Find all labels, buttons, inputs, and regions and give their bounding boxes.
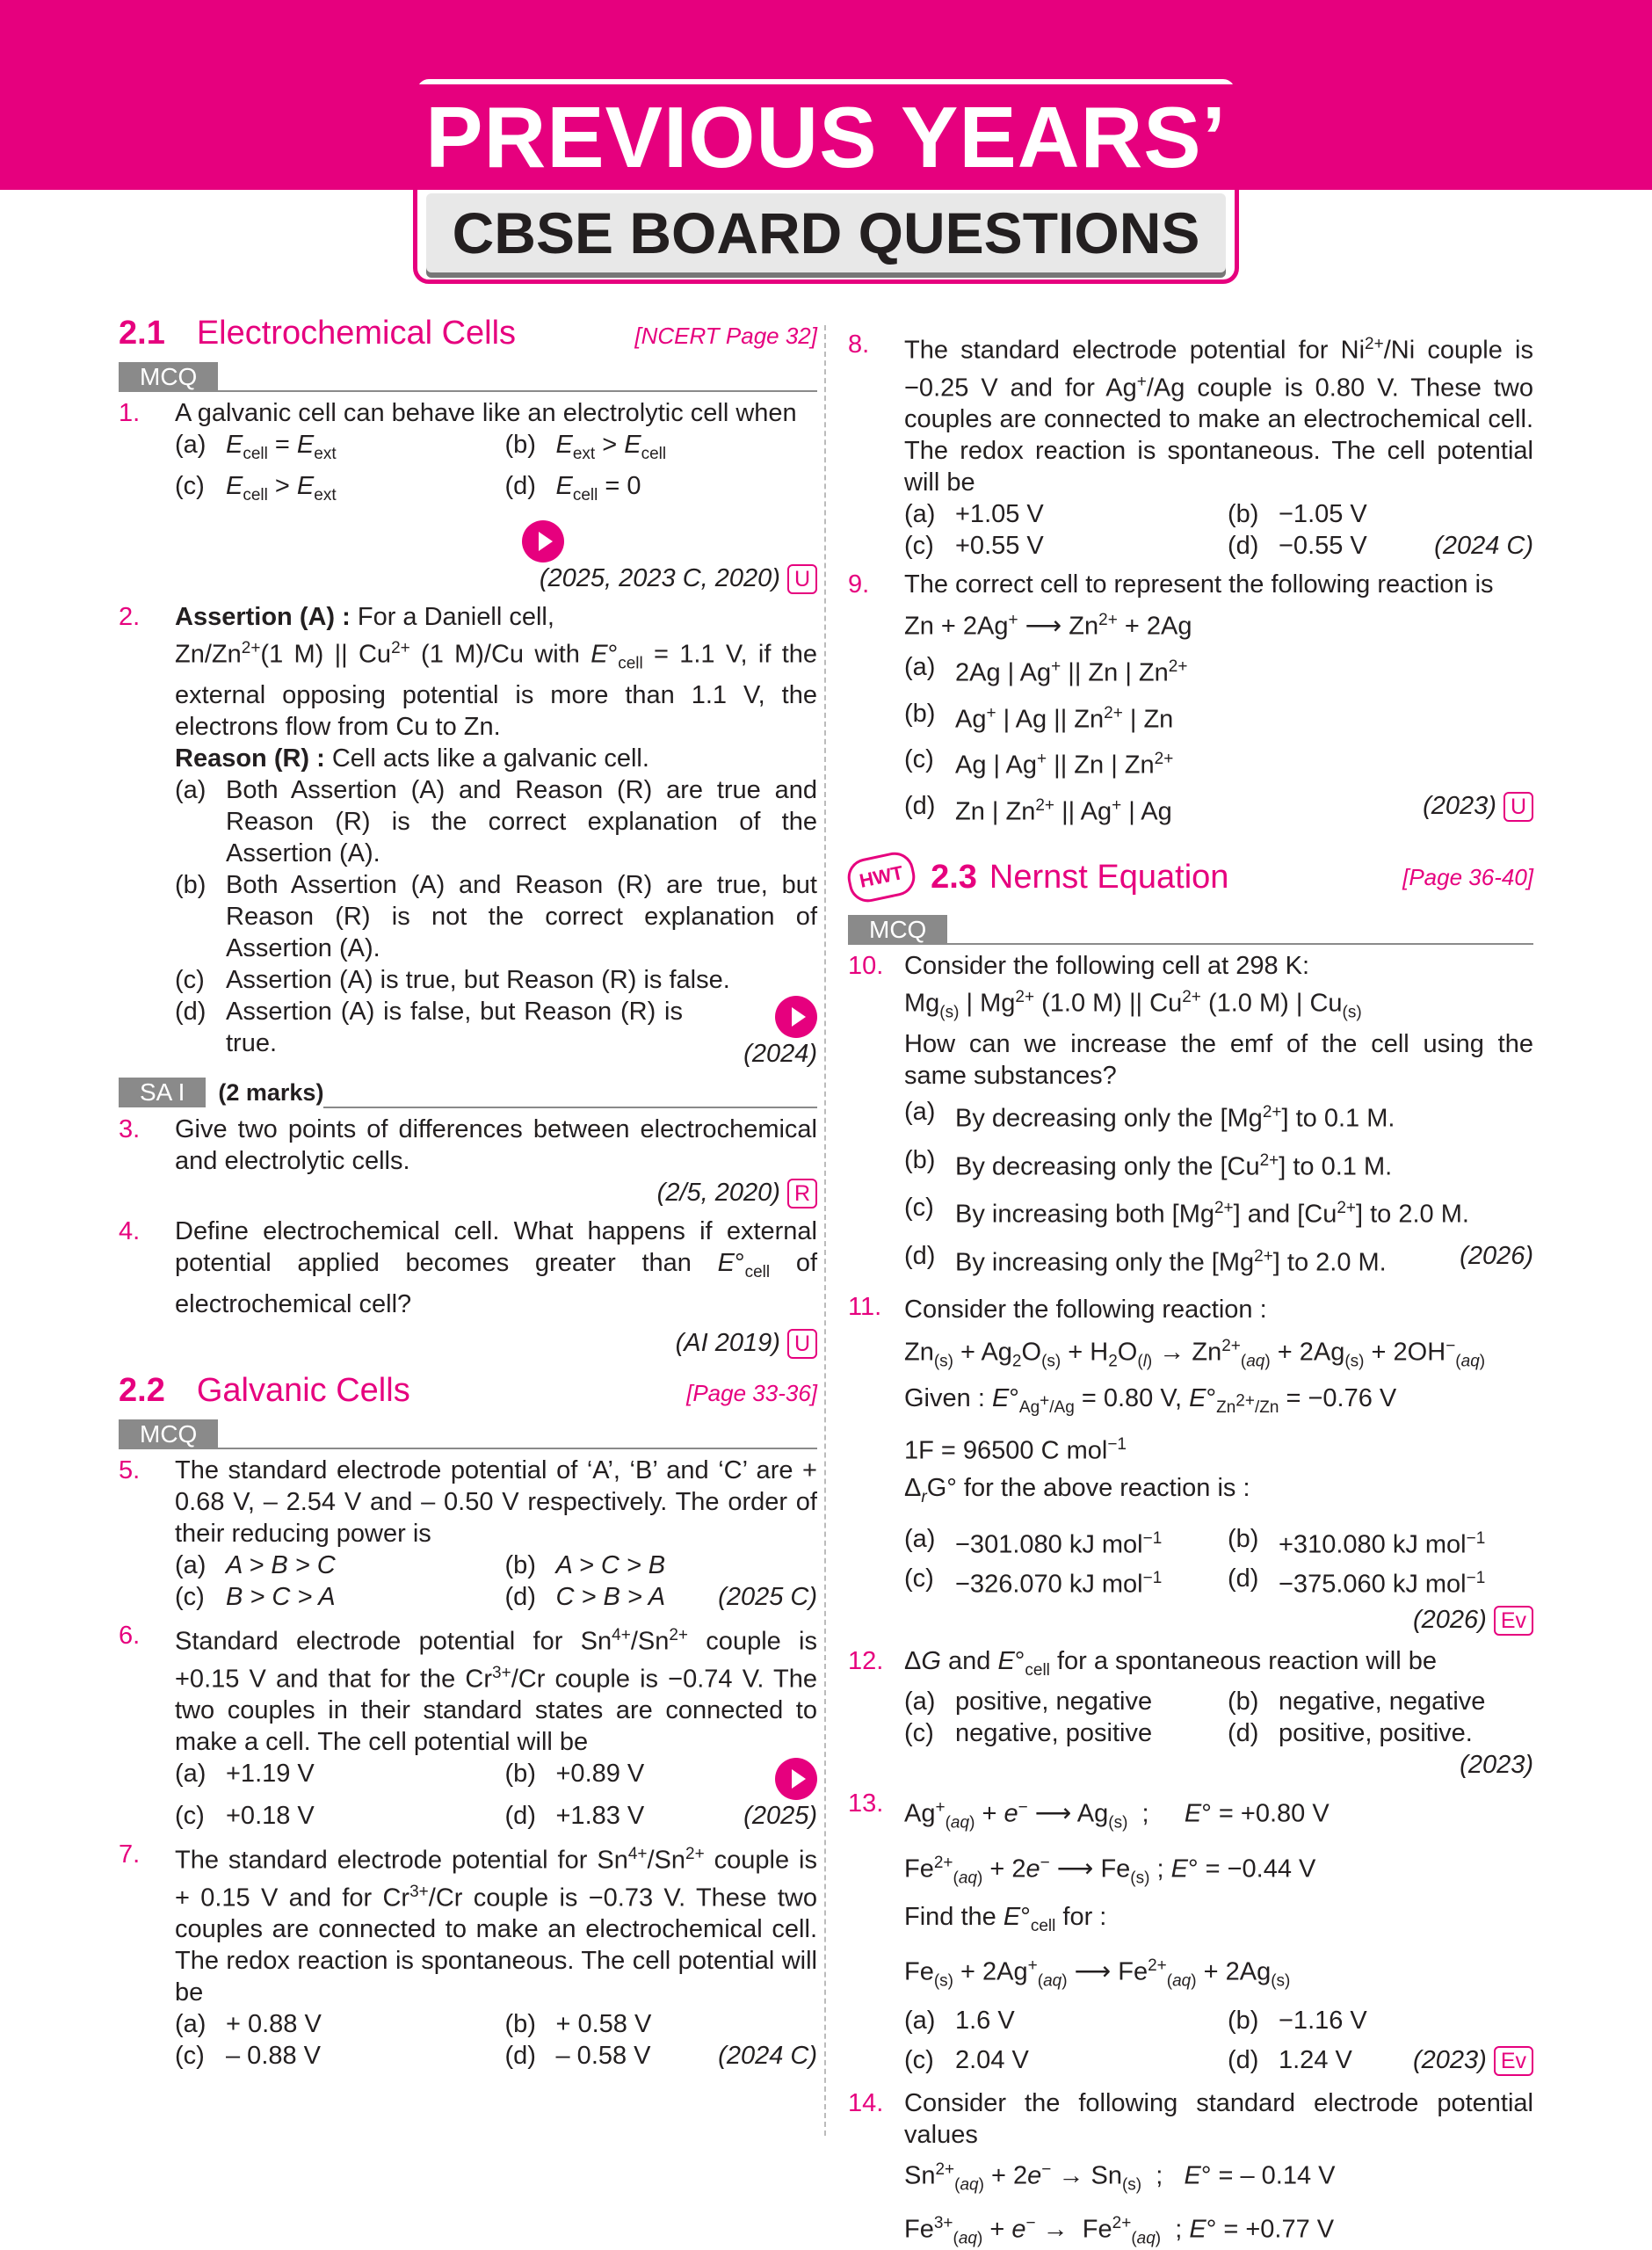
option-c: 2.04 V bbox=[955, 2045, 1029, 2074]
question-source: (2024 C) bbox=[1434, 532, 1533, 561]
reaction-equation: $Zn_{(s)} + Ag_2O_{(s)} + H_2O_{(l)} \to Zn^{2+}_{(aq)} + 2Ag_{(s)} + 2OH^-_{(aq)}$ bbox=[904, 1336, 1486, 1371]
question-prompt: $\Delta_rG^\circ$ for the above reaction is : bbox=[904, 1473, 1250, 1506]
option-c: +0.18 V bbox=[226, 1802, 315, 1831]
half-reaction-2: $Fe^{3+}_{(aq)} + e^- \to Fe^{2+}_{(aq)}$ ; E° = +0.77 V bbox=[904, 2214, 1335, 2248]
question-source: (2024) bbox=[743, 1040, 817, 1069]
reason-text: Cell acts like a galvanic cell. bbox=[331, 744, 649, 773]
faraday-constant: 1F = 96500 C mol$^{-1}$ bbox=[904, 1434, 1127, 1465]
question-number: 12. bbox=[848, 1646, 884, 1675]
option-a: $E_{cell} = E_{ext}$ bbox=[226, 431, 337, 463]
option-b: +0.89 V bbox=[555, 1760, 645, 1789]
assertion-text: For a Daniell cell, bbox=[357, 602, 554, 631]
reaction-equation: Zn + 2Ag+ ⟶ $Zn^{2+} + 2Ag$ bbox=[904, 611, 1192, 641]
question-text: The standard electrode potential for $Sn^{4+}/Sn^{2+}$ couple is + 0.15 V and for $Cr^{3+}/Cr$ couple is −0.73 V. These two couples are connected to make an electrochemical cell. The redox reaction is spontaneous. The cell potential will be bbox=[175, 1845, 817, 2007]
question-source: (2026) Ev bbox=[904, 1601, 1533, 1638]
question-number: 3. bbox=[119, 1115, 141, 1144]
question-number: 9. bbox=[848, 570, 870, 599]
option-d: Assertion (A) is false, but Reason (R) is true. bbox=[226, 998, 683, 1058]
video-icon[interactable] bbox=[775, 996, 817, 1038]
option-a: +1.19 V bbox=[226, 1760, 315, 1789]
option-d: $E_{cell} = 0$ bbox=[555, 471, 641, 504]
tag-label: MCQ bbox=[119, 362, 218, 392]
assertion-label: Assertion (A) : bbox=[175, 602, 351, 631]
option-label: (d) bbox=[504, 471, 536, 500]
option-a: −301.080 kJ mol$^{-1}$ bbox=[955, 1529, 1163, 1560]
mcq-tag bbox=[119, 362, 817, 392]
option-a: By decreasing only the $[Mg^{2+}]$ to 0.1 M. bbox=[955, 1103, 1395, 1133]
question-number: 10. bbox=[848, 951, 884, 980]
hwt-icon: HWT bbox=[844, 848, 919, 905]
section-number: 2.2 bbox=[119, 1371, 165, 1409]
option-b: −1.05 V bbox=[1279, 500, 1367, 529]
question-text: Consider the following reaction : bbox=[904, 1295, 1267, 1324]
question-source: (2026) bbox=[1460, 1242, 1533, 1271]
question-number: 11. bbox=[848, 1292, 882, 1321]
question-source: (2023) U bbox=[1172, 786, 1533, 832]
marks-label: (2 marks) bbox=[218, 1079, 324, 1107]
question-13: 13. $Ag^+_{(aq)} + e^-$ ⟶ $Ag_{(s)}$ ; E° = +0.80 V $Fe^{2+}_{(aq)} + 2e^-$ ⟶ $Fe_{(s)}$ ; E° = −0.44 V Find the $E^\circ_{cell}$ for : $Fe_{(s)} + 2Ag^+_{(aq)}$ ⟶ $Fe^{2+}_{(aq)} + 2Ag_{(s)}$ (a) 1.6 V (b) −1.16 V (c) 2.04 V (d) 1.24 V (2023) Ev bbox=[848, 1788, 1533, 2079]
question-text: A galvanic cell can behave like an electrolytic cell when bbox=[175, 399, 797, 427]
section-number: 2.1 bbox=[119, 315, 165, 352]
half-reaction-1: $Sn^{2+}_{(aq)} + 2e^- \to Sn_{(s)}$ ; E° = – 0.14 V bbox=[904, 2159, 1336, 2195]
option-a: A > B > C bbox=[226, 1550, 336, 1579]
section-2-1-heading bbox=[119, 317, 817, 352]
option-a: +1.05 V bbox=[955, 500, 1044, 529]
question-number: 2. bbox=[119, 602, 141, 631]
question-number: 7. bbox=[119, 1840, 141, 1869]
question-number: 5. bbox=[119, 1455, 141, 1484]
option-b: Both Assertion (A) and Reason (R) are true, but Reason (R) is not the correct explanation of Assertion (A). bbox=[226, 871, 817, 963]
option-c: B > C > A bbox=[226, 1582, 336, 1611]
question-6: 6. Standard electrode potential for $Sn^{4+}/Sn^{2+}$ couple is +0.15 V and that for the $Cr^{3+}/Cr$ couple is −0.74 V. The two couples in their standard states are connected to make a cell. The cell potential will be (a) +1.19 V (b) +0.89 V (c) +0.18 V (d) +1.83 V (2025) bbox=[119, 1621, 818, 1831]
option-c: – 0.88 V bbox=[226, 2042, 322, 2071]
option-b: By decreasing only the $[Cu^{2+}]$ to 0.1 M. bbox=[955, 1150, 1393, 1181]
level-badge: U bbox=[1503, 792, 1533, 822]
option-d: +1.83 V bbox=[555, 1802, 645, 1831]
option-c: negative, positive bbox=[955, 1719, 1153, 1748]
option-b: negative, negative bbox=[1279, 1688, 1486, 1717]
page-title: PREVIOUS YEARS’ bbox=[417, 84, 1235, 190]
section-reference: [NCERT Page 32] bbox=[634, 323, 817, 349]
question-number: 6. bbox=[119, 1621, 141, 1650]
section-title: Galvanic Cells bbox=[196, 1371, 410, 1409]
option-label: (b) bbox=[504, 431, 536, 459]
given-values: Given : $E^\circ_{Ag^+/Ag} = 0.80$ V, $E^\circ_{Zn^{2+}/Zn} = -0.76$ V bbox=[904, 1384, 1397, 1417]
question-text: Find the $E^\circ_{cell}$ for : bbox=[904, 1903, 1107, 1936]
question-number: 13. bbox=[848, 1789, 884, 1818]
question-text: Consider the following cell at 298 K: bbox=[904, 951, 1310, 980]
half-reaction-1: $Ag^+_{(aq)} + e^-$ ⟶ $Ag_{(s)}$ ; E° = +0.80 V bbox=[904, 1798, 1330, 1833]
option-c: +0.55 V bbox=[955, 532, 1044, 561]
section-title: Nernst Equation bbox=[989, 858, 1229, 896]
section-reference: [Page 36-40] bbox=[1402, 863, 1533, 890]
question-11: 11. Consider the following reaction : $Zn_{(s)} + Ag_2O_{(s)} + H_2O_{(l)} \to Zn^{2+}_{(aq)} + 2Ag_{(s)} + 2OH^-_{(aq)}$ Given : $E^\circ_{Ag^+/Ag} = 0.80$ V, $E^\circ_{Zn^{2+}/Zn} = -0.76$ V 1F = 96500 C mol$^{-1}$ $\Delta_rG^\circ$ for the above reaction is : (a) −301.080 kJ mol$^{-1}$ (b) +310.080 kJ mol$^{-1}$ (c) −326.070 kJ mol$^{-1}$ (d) −375.060 kJ mol$^{-1}$ (2026) Ev bbox=[848, 1291, 1533, 1638]
question-14 bbox=[848, 2087, 1533, 2250]
section-number: 2.3 bbox=[931, 858, 977, 896]
tag-label: MCQ bbox=[119, 1419, 218, 1449]
level-badge: U bbox=[787, 564, 817, 594]
question-source: (2025) bbox=[743, 1802, 817, 1831]
question-text: ΔG and $E^\circ_{cell}$ for a spontaneous reaction will be bbox=[904, 1646, 1438, 1680]
option-b: Ag+ | Ag || $Zn^{2+}$ | Zn bbox=[955, 703, 1174, 734]
option-b: −1.16 V bbox=[1279, 2006, 1367, 2035]
section-title: Electrochemical Cells bbox=[196, 315, 517, 352]
half-reaction-2: $Fe^{2+}_{(aq)} + 2e^-$ ⟶ $Fe_{(s)}$ ; E° = −0.44 V bbox=[904, 1853, 1316, 1888]
option-d: By increasing only the $[Mg^{2+}]$ to 2.0 M. bbox=[955, 1247, 1387, 1277]
mcq-tag bbox=[848, 915, 1533, 945]
cell-notation: $Mg_{(s)}$ | $Mg^{2+}$ (1.0 M) || $Cu^{2+}$ (1.0 M) | $Cu_{(s)}$ bbox=[904, 987, 1362, 1022]
left-column bbox=[119, 312, 817, 2079]
question-9: 9. The correct cell to represent the following reaction is Zn + 2Ag+ ⟶ $Zn^{2+} + 2Ag$ (a) 2Ag | Ag+ || Zn | $Zn^{2+}$ (b) Ag+ | Ag || $Zn^{2+}$ | Zn (c) Ag | Ag+ || Zn | $Zn^{2+}$ (d) Zn | $Zn^{2+}$ || Ag+ | Ag (2023) U bbox=[848, 569, 1533, 831]
mcq-tag bbox=[119, 1419, 817, 1449]
option-b: +310.080 kJ mol$^{-1}$ bbox=[1279, 1529, 1486, 1560]
question-12: 12. ΔG and $E^\circ_{cell}$ for a spontaneous reaction will be (a) positive, negative (b) negative, negative (c) negative, positive (d) positive, positive. (2023) bbox=[848, 1646, 1533, 1780]
option-d: 1.24 V bbox=[1279, 2045, 1352, 2074]
question-source: (2025, 2023 C, 2020) U bbox=[175, 562, 817, 594]
column-divider bbox=[824, 325, 826, 2136]
title-box bbox=[413, 75, 1239, 284]
question-number: 14. bbox=[848, 2088, 884, 2117]
option-a: positive, negative bbox=[955, 1688, 1153, 1717]
question-10: 10. Consider the following cell at 298 K: $Mg_{(s)}$ | $Mg^{2+}$ (1.0 M) || $Cu^{2+}$ (1.0 M) | $Cu_{(s)}$ How can we increase the emf of the cell using the same substances? (a) By decreasing only the $[Mg^{2+}]$ to 0.1 M. (b) By decreasing only the $[Cu^{2+}]$ to 0.1 M. (c) By increasing both $[Mg^{2+}]$ and $[Cu^{2+}]$ to 2.0 M. (d) By increasing only the $[Mg^{2+}]$ to 2.0 M. (2026) bbox=[848, 950, 1533, 1284]
question-text: The correct cell to represent the following reaction is bbox=[904, 570, 1494, 599]
tag-label: MCQ bbox=[848, 915, 947, 945]
question-text: The standard electrode potential of ‘A’, ‘B’ and ‘C’ are + 0.68 V, – 2.54 V and – 0.50 V respectively. The order of their reducing power is bbox=[175, 1455, 817, 1548]
assertion-cell: $Zn/Zn^{2+}(1$ M) || $Cu^{2+}$ (1 M)/Cu with $E^\circ_{cell} = 1.1$ V, if the external opposing potential is more than 1.1 V, the electrons flow from Cu to Zn. bbox=[175, 638, 818, 742]
section-2-3-heading bbox=[848, 855, 1533, 899]
option-d: −375.060 kJ mol$^{-1}$ bbox=[1279, 1569, 1486, 1599]
question-number: 4. bbox=[119, 1217, 141, 1246]
question-source: (2023) Ev bbox=[1352, 2041, 1533, 2080]
option-d: Zn | $Zn^{2+}$ || Ag+ | Ag bbox=[955, 795, 1172, 826]
question-5: 5. The standard electrode potential of ‘A’, ‘B’ and ‘C’ are + 0.68 V, – 2.54 V and – 0.50 V respectively. The order of their reducing power is (a) A > B > C (b) A > C > B (c) B > C > A (d) C > B > A (2025 C) bbox=[119, 1455, 817, 1611]
option-a: + 0.88 V bbox=[226, 2010, 322, 2039]
option-b: A > C > B bbox=[555, 1550, 666, 1579]
question-8: 8. The standard electrode potential for $Ni^{2+}/Ni$ couple is −0.25 V and for Ag+/Ag couple is 0.80 V. These two couples are connected to make an electrochemical cell. The redox reaction is spontaneous. The cell potential will be (a) +1.05 V (b) −1.05 V (c) +0.55 V (d) −0.55 V (2024 C) bbox=[848, 330, 1533, 561]
option-b: + 0.58 V bbox=[555, 2010, 652, 2039]
option-c: −326.070 kJ mol$^{-1}$ bbox=[955, 1569, 1163, 1599]
question-7: 7. The standard electrode potential for $Sn^{4+}/Sn^{2+}$ couple is + 0.15 V and for $Cr^{3+}/Cr$ couple is −0.73 V. These two couples are connected to make an electrochemical cell. The redox reaction is spontaneous. The cell potential will be (a) + 0.88 V (b) + 0.58 V (c) – 0.88 V (d) – 0.58 V (2024 C) bbox=[119, 1840, 817, 2071]
question-source: (AI 2019) U bbox=[175, 1327, 817, 1359]
reaction-equation: $Fe_{(s)} + 2Ag^+_{(aq)}$ ⟶ $Fe^{2+}_{(aq)} + 2Ag_{(s)}$ bbox=[904, 1956, 1291, 1991]
level-badge: U bbox=[787, 1329, 817, 1359]
option-b: $E_{ext} > E_{cell}$ bbox=[555, 431, 667, 463]
level-badge: Ev bbox=[1494, 2046, 1533, 2076]
option-d: C > B > A bbox=[555, 1582, 666, 1611]
video-icon[interactable] bbox=[775, 1758, 817, 1800]
level-badge: Ev bbox=[1494, 1606, 1533, 1636]
question-text: Define electrochemical cell. What happens if external potential applied becomes greater than $E^\circ_{cell}$ of electrochemical cell? bbox=[175, 1217, 818, 1318]
option-label: (a) bbox=[175, 431, 206, 459]
option-c: By increasing both $[Mg^{2+}]$ and $[Cu^{2+}]$ to 2.0 M. bbox=[955, 1199, 1469, 1230]
video-icon[interactable] bbox=[522, 520, 564, 562]
option-c: Ag | Ag+ || Zn | $Zn^{2+}$ bbox=[955, 750, 1174, 780]
question-text: Standard electrode potential for $Sn^{4+}/Sn^{2+}$ couple is +0.15 V and that for the $Cr^{3+}/Cr$ couple is −0.74 V. The two couples in their standard states are connected to make a cell. The cell potential will be bbox=[175, 1625, 818, 1757]
question-source: (2023) bbox=[1460, 1751, 1533, 1780]
option-d: – 0.58 V bbox=[555, 2042, 651, 2071]
question-3 bbox=[119, 1114, 817, 1208]
reason-label: Reason (R) : bbox=[175, 744, 325, 773]
sa1-tag bbox=[119, 1077, 817, 1108]
right-column bbox=[848, 325, 1533, 2250]
option-a: 1.6 V bbox=[955, 2006, 1015, 2035]
question-number: 8. bbox=[848, 330, 870, 359]
question-source: (2/5, 2020) R bbox=[175, 1177, 817, 1208]
level-badge: R bbox=[787, 1179, 817, 1208]
question-4 bbox=[119, 1216, 817, 1359]
question-text: How can we increase the emf of the cell using the same substances? bbox=[904, 1030, 1533, 1091]
page-subtitle: CBSE BOARD QUESTIONS bbox=[426, 193, 1226, 272]
option-d: −0.55 V bbox=[1279, 532, 1367, 561]
option-c: $E_{cell} > E_{ext}$ bbox=[226, 471, 337, 504]
question-2: 2. Assertion (A) : For a Daniell cell, $Zn/Zn^{2+}(1$ M) || $Cu^{2+}$ (1 M)/Cu with $E^\circ_{cell} = 1.1$ V, if the external opposing potential is more than 1.1 V, the electrons flow from Cu to Zn. Reason (R) : Cell acts like a galvanic cell. (a) Both Assertion (A) and Reason (R) are true and Reason (R) is the correct explanation of the Assertion (A). (b) Both Assertion (A) and Reason (R) are true, but Reason (R) is not the correct explanation of Assertion (A). (c) Assertion (A) is true, but Reason (R) is false. (d) Assertion (A) is false, but Reason (R) is true. (2024) bbox=[119, 602, 818, 1069]
section-reference: [Page 33-36] bbox=[686, 1379, 817, 1406]
option-d: positive, positive. bbox=[1279, 1719, 1473, 1748]
section-2-2-heading bbox=[119, 1371, 817, 1409]
option-label: (c) bbox=[175, 471, 205, 500]
option-c: Assertion (A) is true, but Reason (R) is false. bbox=[226, 966, 730, 995]
question-text: Consider the following standard electrode potential values bbox=[904, 2088, 1533, 2149]
option-a: Both Assertion (A) and Reason (R) are true and Reason (R) is the correct explanation of the Assertion (A). bbox=[226, 776, 817, 868]
question-1 bbox=[119, 397, 817, 594]
question-source: (2025 C) bbox=[718, 1582, 817, 1611]
tag-label: SA I bbox=[119, 1078, 206, 1107]
question-text: Give two points of differences between electrochemical and electrolytic cells. bbox=[175, 1115, 817, 1176]
question-number: 1. bbox=[119, 399, 141, 427]
question-source: (2024 C) bbox=[718, 2042, 817, 2071]
question-text: The standard electrode potential for $Ni^{2+}/Ni$ couple is −0.25 V and for Ag+/Ag couple is 0.80 V. These two couples are connected to make an electrochemical cell. The redox reaction is spontaneous. The cell potential will be bbox=[904, 335, 1533, 497]
option-a: 2Ag | Ag+ || Zn | $Zn^{2+}$ bbox=[955, 657, 1188, 687]
